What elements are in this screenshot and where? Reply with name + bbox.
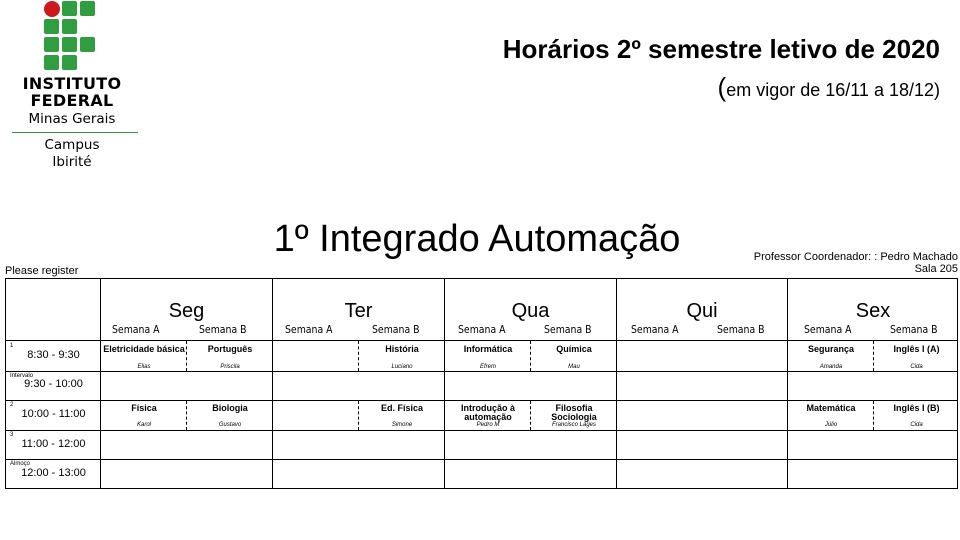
timetable-grid [5, 278, 958, 489]
logo-text-state: Minas Gerais [28, 111, 116, 127]
class-teacher: Simone [391, 422, 413, 428]
logo-square [80, 37, 95, 52]
class-teacher: Elias [137, 364, 151, 370]
class-teacher: Luciano [391, 364, 413, 370]
class-subject: Ed. Física [380, 403, 424, 413]
week-b-label: Semana B [199, 323, 247, 336]
day-header-qui: Qui [686, 300, 718, 322]
register-note: Please register [5, 265, 79, 277]
period-number: 3 [10, 432, 14, 438]
grid-hline [6, 459, 957, 460]
week-b-label: Semana B [717, 323, 765, 336]
coordinator-label: Professor Coordenador: : Pedro Machado [753, 251, 958, 263]
class-teacher: Priscila [220, 364, 240, 370]
logo-square [44, 55, 59, 70]
class-subject: Filosofia Sociologia [551, 403, 597, 422]
grid-hline [6, 430, 957, 431]
day-header-sex: Sex [855, 300, 891, 322]
week-split [186, 401, 187, 430]
week-split [186, 341, 187, 371]
day-header-seg: Seg [168, 300, 205, 322]
grid-hline [6, 371, 957, 372]
class-subject: Informática [463, 344, 513, 354]
class-teacher: Gustavo [218, 422, 242, 428]
class-subject: Matemática [806, 403, 856, 413]
page-title: Horários 2º semestre letivo de 2020 [502, 34, 940, 64]
week-b-label: Semana B [372, 323, 420, 336]
class-teacher: Karol [136, 422, 151, 428]
period-number: 1 [10, 343, 14, 349]
class-title: 1º Integrado Automação [273, 218, 681, 260]
week-a-label: Semana A [458, 323, 506, 336]
period-time: 12:00 - 13:00 [21, 467, 86, 479]
period-number: 2 [10, 402, 14, 408]
period-text: em vigor de 16/11 a 18/12) [726, 80, 940, 100]
class-teacher: Cida [910, 422, 923, 428]
class-subject: Biologia [212, 403, 248, 413]
class-teacher: Júlio [824, 422, 838, 428]
period-time: 9:30 - 10:00 [24, 378, 83, 390]
week-split [530, 401, 531, 430]
week-split [873, 401, 874, 430]
week-split [530, 341, 531, 371]
logo-square [44, 19, 59, 34]
class-subject: Química [556, 344, 592, 354]
day-header-qua: Qua [511, 300, 550, 322]
class-teacher: Francisco Lages [551, 422, 597, 428]
room-label: Sala 205 [914, 263, 958, 275]
class-subject: Português [207, 344, 253, 354]
logo-square [80, 1, 95, 16]
class-teacher: Pedro M [476, 422, 500, 428]
week-b-label: Semana B [544, 323, 592, 336]
logo-square [44, 37, 59, 52]
week-a-label: Semana A [631, 323, 679, 336]
class-subject: Inglês I (A) [893, 344, 940, 354]
week-a-label: Semana A [285, 323, 333, 336]
class-teacher: Amanda [819, 364, 843, 370]
class-teacher: Cida [910, 364, 923, 370]
week-a-label: Semana A [112, 323, 160, 336]
class-subject: Segurança [807, 344, 855, 354]
logo-square [62, 19, 77, 34]
class-teacher: Mau [568, 364, 580, 370]
period-number: Intervalo [10, 373, 34, 379]
period-time: 10:00 - 11:00 [21, 408, 86, 420]
class-subject: Física [131, 403, 157, 413]
week-split [358, 401, 359, 430]
week-a-label: Semana A [804, 323, 852, 336]
logo-square [62, 1, 77, 16]
week-split [873, 341, 874, 371]
week-split [358, 341, 359, 371]
period-time: 11:00 - 12:00 [21, 438, 86, 450]
class-teacher: Efrem [479, 364, 496, 370]
class-subject: História [385, 344, 419, 354]
grid-hline [6, 340, 957, 341]
logo-red-dot [44, 1, 60, 17]
class-subject: Eletricidade básica [103, 344, 185, 354]
grid-hline [6, 400, 957, 401]
period-open-paren: ( [717, 72, 727, 102]
week-b-label: Semana B [890, 323, 938, 336]
class-subject: Inglês I (B) [893, 403, 940, 413]
institute-logo [10, 0, 130, 180]
period-number: Almoço [10, 461, 31, 467]
day-header-ter: Ter [344, 300, 373, 322]
logo-square [62, 37, 77, 52]
class-subject: Introdução à automação [460, 403, 515, 422]
period-time: 8:30 - 9:30 [27, 349, 80, 361]
logo-text-instituto: INSTITUTO [22, 74, 122, 93]
logo-divider [12, 132, 138, 133]
validity-period [718, 72, 940, 103]
logo-text-campus: Campus [44, 137, 100, 153]
logo-text-campus-name: Ibirité [52, 154, 92, 170]
logo-text-federal: FEDERAL [30, 91, 114, 110]
logo-square [62, 55, 77, 70]
